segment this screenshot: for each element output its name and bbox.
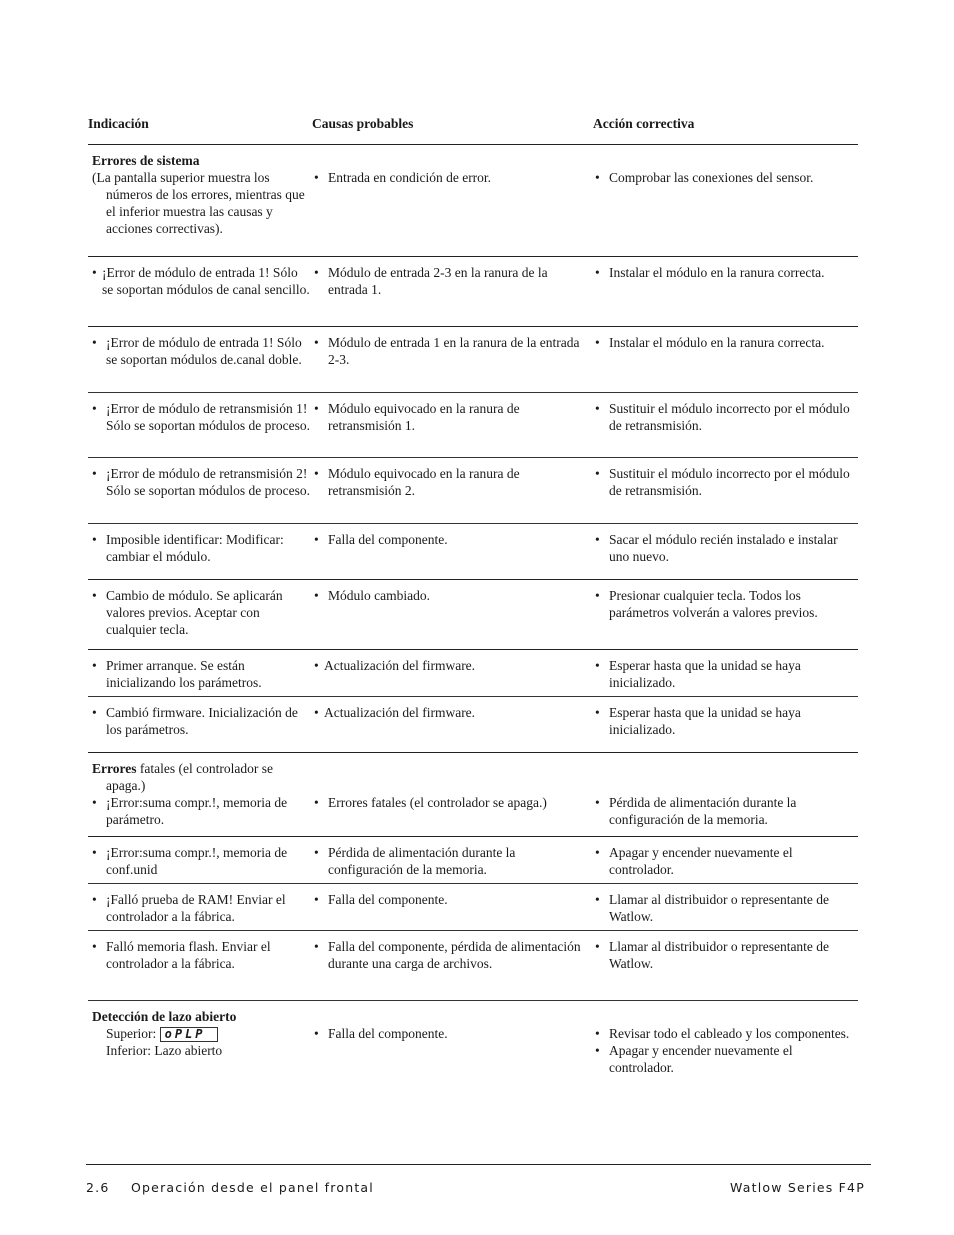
indication-cell: • ¡Falló prueba de RAM! Enviar el controlador a la fábrica. [92, 891, 310, 925]
action-cell: • Esperar hasta que la unidad se haya inicializado. [595, 657, 857, 691]
indication-cell: • ¡Error de módulo de entrada 1! Sólo se soportan módulos de.canal doble. [92, 334, 310, 368]
cause-cell: • Módulo equivocado en la ranura de retransmisión 1. [314, 400, 582, 434]
indication-text: (La pantalla superior muestra los números de los errores, mientras que el inferior muestra las causas y acciones correctivas). [92, 170, 305, 236]
action-cell: • Esperar hasta que la unidad se haya inicializado. [595, 704, 857, 738]
action-cell: • Sacar el módulo recién instalado e instalar uno nuevo. [595, 531, 857, 565]
header-indication: Indicación [88, 116, 149, 131]
section-title: Errores de sistema [92, 153, 200, 168]
indication-cell: Errores fatales (el controlador se apaga.) • ¡Error:suma compr.!, memoria de parámetro. [92, 760, 310, 828]
row-divider [88, 392, 858, 393]
row-divider [88, 1000, 858, 1001]
indication-cell: • ¡Error de módulo de retransmisión 2! Sólo se soportan módulos de proceso. [92, 465, 310, 499]
row-divider [88, 326, 858, 327]
action-cell: • Llamar al distribuidor o representante de Watlow. [595, 891, 857, 925]
action-cell: • Revisar todo el cableado y los componentes. • Apagar y encender nuevamente el controlador. [595, 1025, 857, 1076]
section-title: Errores [92, 761, 137, 776]
header-action: Acción correctiva [593, 116, 695, 131]
cause-cell: • Módulo cambiado. [314, 587, 582, 604]
row-divider [88, 930, 858, 931]
cause-cell: • Falla del componente, pérdida de alimentación durante una carga de archivos. [314, 938, 582, 972]
lcd-display: oPLP [160, 1027, 218, 1042]
indication-cell: • ¡Error:suma compr.!, memoria de conf.unid [92, 844, 310, 878]
table-header [88, 116, 858, 138]
cause-cell: • Actualización del firmware. [314, 704, 582, 721]
cause-cell: • Falla del componente. [314, 531, 582, 548]
cause-cell: • Actualización del firmware. [314, 657, 582, 674]
section-title: Detección de lazo abierto [92, 1009, 237, 1024]
indication-cell: • Cambio de módulo. Se aplicarán valores previos. Aceptar con cualquier tecla. [92, 587, 310, 638]
indication-cell: • Primer arranque. Se están inicializando los parámetros. [92, 657, 310, 691]
action-cell: • Instalar el módulo en la ranura correcta. [595, 264, 857, 281]
indication-cell: Detección de lazo abierto Superior: oPLP Inferior: Lazo abierto [92, 1009, 237, 1059]
cause-cell: • Módulo de entrada 2-3 en la ranura de la entrada 1. [314, 264, 582, 298]
footer-rule [86, 1164, 871, 1165]
product-name: Watlow Series F4P [730, 1180, 865, 1195]
row-divider [88, 579, 858, 580]
cause-cell: • Módulo equivocado en la ranura de retransmisión 2. [314, 465, 582, 499]
row-divider [88, 523, 858, 524]
indication-cell [92, 152, 310, 237]
cause-cell: • Falla del componente. [314, 891, 582, 908]
row-divider [88, 696, 858, 697]
indication-cell: • ¡Error de módulo de retransmisión 1! Sólo se soportan módulos de proceso. [92, 400, 310, 434]
indication-cell: • Falló memoria flash. Enviar el controlador a la fábrica. [92, 938, 310, 972]
cause-cell: • Módulo de entrada 1 en la ranura de la entrada 2-3. [314, 334, 582, 368]
action-cell: • Apagar y encender nuevamente el controlador. [595, 844, 857, 878]
row-divider [88, 836, 858, 837]
action-cell: • Instalar el módulo en la ranura correcta. [595, 334, 857, 351]
indication-cell: • Imposible identificar: Modificar: cambiar el módulo. [92, 531, 310, 565]
cause-cell: • Entrada en condición de error. [314, 169, 582, 186]
row-divider [88, 256, 858, 257]
action-cell: • Presionar cualquier tecla. Todos los parámetros volverán a valores previos. [595, 587, 857, 621]
header-rule [88, 144, 858, 145]
cause-cell: • Pérdida de alimentación durante la configuración de la memoria. [314, 844, 582, 878]
row-divider [88, 752, 858, 753]
indication-cell: • ¡Error de módulo de entrada 1! Sólo se soportan módulos de canal sencillo. [92, 264, 310, 298]
row-divider [88, 649, 858, 650]
section-name: Operación desde el panel frontal [131, 1180, 374, 1195]
header-causes: Causas probables [312, 116, 414, 131]
action-cell: • Sustituir el módulo incorrecto por el módulo de retransmisión. [595, 465, 857, 499]
action-cell: • Comprobar las conexiones del sensor. [595, 169, 857, 186]
row-divider [88, 883, 858, 884]
page-number: 2.6 [86, 1180, 110, 1195]
action-cell: • Pérdida de alimentación durante la configuración de la memoria. [595, 794, 857, 828]
cause-cell: • Errores fatales (el controlador se apaga.) [314, 794, 582, 811]
row-divider [88, 457, 858, 458]
indication-cell: • Cambió firmware. Inicialización de los parámetros. [92, 704, 310, 738]
action-cell: • Llamar al distribuidor o representante de Watlow. [595, 938, 857, 972]
cause-cell: • Falla del componente. [314, 1025, 582, 1042]
action-cell: • Sustituir el módulo incorrecto por el módulo de retransmisión. [595, 400, 857, 434]
